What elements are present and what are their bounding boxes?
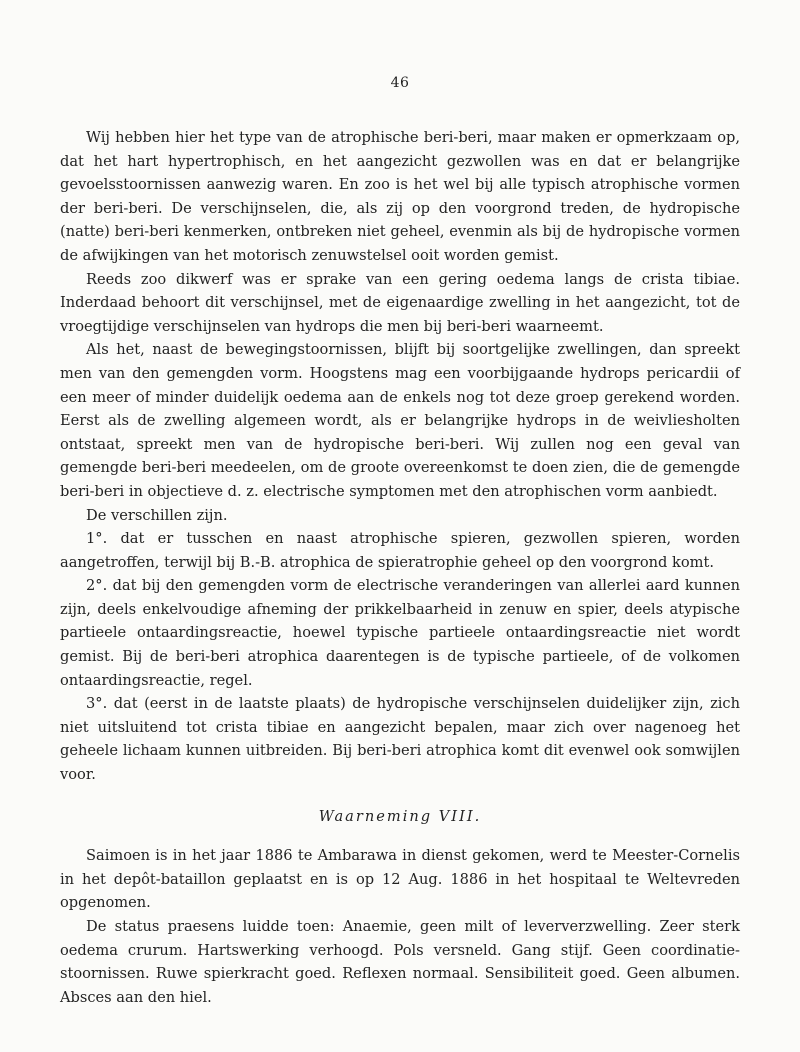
list-item-2: 2°. dat bij den gemengden vorm de electrische veranderingen van allerlei aard kunnen zijn, deels enkelvoudige afneming der prikkelbaarheid in zenuw en spier, deels atypische partieele ontaardingsreactie, hoewel typische partieele ontaardingsreactie niet wordt gemist. Bij de beri-beri atrophica daarentegen is de typische partieele, of de volkomen ontaardingsreactie, regel. — [60, 577, 740, 689]
paragraph: Reeds zoo dikwerf was er sprake van een gering oedema langs de crista tibiae. Inderdaad behoort dit verschijnsel, met de eigenaardige zwelling in het aangezicht, tot de vroegtijdige verschijnselen van hydrops die men bij beri-beri waarneemt. — [60, 270, 740, 335]
list-item-1: 1°. dat er tusschen en naast atrophische spieren, gezwollen spieren, worden aangetroffen, terwijl bij B.-B. atrophica de spieratrophie geheel op den voorgrond komt. — [60, 530, 740, 571]
list-item-3: 3°. dat (eerst in de laatste plaats) de hydropische verschijnselen duidelijker zijn, zich niet uitsluitend tot crista tibiae en aangezicht bepalen, maar zich over nagenoeg het geheele lichaam kunnen uitbreiden. Bij beri-beri atrophica komt dit evenwel ook somwijlen voor. — [60, 695, 740, 784]
section-heading: Waarneming VIII. — [318, 807, 482, 825]
paragraph: Saimoen is in het jaar 1886 te Ambarawa in dienst gekomen, werd te Meester-Cornelis in het depôt-bataillon geplaatst en is op 12 Aug. 1886 in het hospitaal te Weltevreden opgenomen. — [60, 847, 740, 912]
page-body — [60, 126, 740, 1009]
paragraph: De status praesens luidde toen: Anaemie, geen milt of leververzwelling. Zeer sterk oedema crurum. Hartswerking verhoogd. Pols versneld. Gang stijf. Geen coordinatie-stoornissen. Ruwe spierkracht goed. Reflexen normaal. Sensibiliteit goed. Geen albumen. Absces aan den hiel. — [60, 918, 740, 1006]
paragraph: De verschillen zijn. — [86, 506, 228, 524]
page-number: 46 — [390, 75, 410, 91]
paragraph: Wij hebben hier het type van de atrophische beri-beri, maar maken er opmerkzaam op, dat het hart hypertrophisch, en het aangezicht gezwollen was en dat er belangrijke gevoelsstoornissen aanwezig waren. En zoo is het wel bij alle typisch atrophische vormen der beri-beri. De verschijnselen, die, als zij op den voorgrond treden, de hydropische (natte) beri-beri kenmerken, ontbreken niet geheel, evenmin als bij de hydropische vormen de afwijkingen van het motorisch zenuwstelsel ooit worden gemist. — [60, 129, 740, 264]
paragraph: Als het, naast de bewegingstoornissen, blijft bij soortgelijke zwellingen, dan spreekt men van den gemengden vorm. Hoogstens mag een voorbijgaande hydrops pericardii of een meer of minder duidelijk oedema aan de enkels nog tot deze groep gerekend worden. Eerst als de zwelling algemeen wordt, als er belangrijke hydrops in de weivliesholten ontstaat, spreekt men van de hydropische beri-beri. Wij zullen nog een geval van gemengde beri-beri meedeelen, om de groote overeenkomst te doen zien, die de gemengde beri-beri in objectieve d. z. electrische symptomen met den atrophischen vorm aanbiedt. — [60, 341, 740, 500]
